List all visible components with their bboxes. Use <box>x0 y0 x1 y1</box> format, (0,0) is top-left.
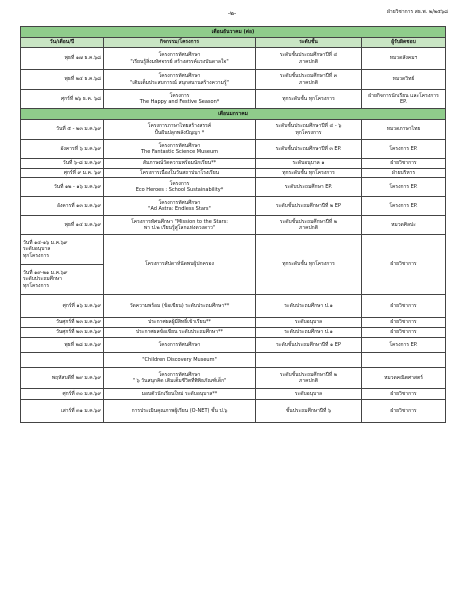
row-level: ระดับอนุบาล <box>256 389 362 400</box>
row-activity: โครงการทัศนศึกษา "เรียนรู้สิ่งมหัศจรรย์ สร้างสรรค์แรงบันดาลใจ" <box>104 48 256 70</box>
row-responsible: ฝ่ายบริหาร <box>362 169 446 178</box>
row-responsible: ฝ่ายวิชาการ <box>362 235 446 295</box>
row-activity: โครงการภาษาไทยสร้างสรรค์ ปั้นฝันปลุกพลังปัญญา * <box>104 120 256 140</box>
row-level: ระดับชั้นประถมศึกษาปีที่ ๓ EP. <box>256 140 362 159</box>
row-activity: สัมภาษณ์วัดความพร้อมนักเรียน** <box>104 159 256 169</box>
month-header-december: เดือนธันวาคม (ต่อ) <box>21 27 446 38</box>
row-date: ศุกร์ที่ ๒๖ ธ.ค. ๖๘ <box>21 90 104 109</box>
row-responsible: โครงการ EP. <box>362 140 446 159</box>
header-date: วัน/เดือน/ปี <box>21 38 104 48</box>
row-date: พุธที่ ๒๔ ธ.ค.๖๘ <box>21 70 104 90</box>
table-row <box>21 389 446 400</box>
table-row <box>21 368 446 389</box>
row-date: วันที่ ๑๒ - ๑๖ ม.ค.๖๙ <box>21 178 104 197</box>
schedule-table <box>20 26 446 423</box>
row-level: ระดับชั้นประถมศึกษาปีที่ ๔ ภาคปกติ <box>256 48 362 70</box>
row-responsible: หมวดสังคมฯ <box>362 48 446 70</box>
row-level <box>256 353 362 368</box>
row-level: ระดับชั้นประถมศึกษาปีที่ ๑ EP <box>256 338 362 353</box>
row-date: อังคารที่ ๑๓ ม.ค.๖๙ <box>21 197 104 216</box>
row-level: ระดับชั้นประถมศึกษาปีที่ ๒ ภาคปกติ <box>256 368 362 389</box>
row-responsible <box>362 353 446 368</box>
row-activity: โครงการ Eco Heroes : School Sustainability* <box>104 178 256 197</box>
row-responsible: ฝ่ายกิจการนักเรียน และโครงการ EP. <box>362 90 446 109</box>
row-responsible: หมวดศิลปะ <box>362 216 446 235</box>
row-date: ศุกร์ที่ ๑๖ ม.ค.๖๙ <box>21 295 104 318</box>
row-date: วันที่ ๖-๘ ม.ค.๖๙ <box>21 159 104 169</box>
row-responsible: ฝ่ายวิชาการ <box>362 295 446 318</box>
row-activity: โครงการทัศนศึกษา " ๖ วันสนุกคิด เติมเต็มชีวิตที่พิพิธภัณฑ์เด็ก" <box>104 368 256 389</box>
row-responsible: โครงการ EP. <box>362 178 446 197</box>
row-level: ระดับอนุบาล <box>256 318 362 328</box>
row-date: พุธที่ ๑๗ ธ.ค.๖๘ <box>21 48 104 70</box>
table-row <box>21 328 446 338</box>
row-level: ระดับประถมศึกษา EP. <box>256 178 362 197</box>
row-level: ทุกระดับชั้น ทุกโครงการ <box>256 235 362 295</box>
row-responsible: ฝ่ายวิชาการ <box>362 400 446 423</box>
header-responsible: ผู้รับผิดชอบ <box>362 38 446 48</box>
row-responsible: หมวดคณิตศาสตร์ <box>362 368 446 389</box>
table-row <box>21 178 446 197</box>
row-level: ชั้นประถมศึกษาปีที่ ๖ <box>256 400 362 423</box>
row-level: ทุกระดับชั้น ทุกโครงการ <box>256 169 362 178</box>
row-level: ระดับชั้นประถมศึกษาปีที่ ๒ ภาคปกติ <box>256 216 362 235</box>
row-date: วันศุกร์ที่ ๒๓ ม.ค.๖๙ <box>21 328 104 338</box>
header-activity: กิจกรรม/โครงการ <box>104 38 256 48</box>
row-level: ระดับอนุบาล ๑ <box>256 159 362 169</box>
table-row <box>21 400 446 423</box>
row-activity: โครงการทัศนศึกษา "เติมเต็มประสบการณ์ สนุกสนานสร้างความรู้" <box>104 70 256 90</box>
page-number: -๒- <box>227 10 237 17</box>
table-row <box>21 70 446 90</box>
row-date: วันที่ ๑๔-๑๖ ม.ค.๖๙ ระดับอนุบาล ทุกโครงการ <box>21 235 104 265</box>
row-responsible: หมวดภาษาไทย <box>362 120 446 140</box>
row-level: ระดับประถมศึกษา ป.๑ <box>256 295 362 318</box>
table-row <box>21 140 446 159</box>
row-responsible: ฝ่ายวิชาการ <box>362 389 446 400</box>
row-activity: มอบตัวนักเรียนใหม่ ระดับอนุบาล** <box>104 389 256 400</box>
row-activity: โครงการสัปดาห์นัดพบผู้ปกครอง <box>104 235 256 295</box>
row-level: ทุกระดับชั้น ทุกโครงการ <box>256 90 362 109</box>
row-responsible: โครงการ EP. <box>362 338 446 353</box>
row-responsible: ฝ่ายวิชาการ <box>362 328 446 338</box>
row-responsible: หมวดวิทย์ <box>362 70 446 90</box>
row-activity: โครงการทัศนศึกษา The Fantastic Science Museum <box>104 140 256 159</box>
row-level: ระดับชั้นประถมศึกษาปีที่ ๒ EP <box>256 197 362 216</box>
table-row <box>21 295 446 318</box>
row-activity: โครงการ The Happy and Festive Season* <box>104 90 256 109</box>
row-activity: โครงการเนื่องในวันสถาปนาโรงเรียน <box>104 169 256 178</box>
table-row <box>21 48 446 70</box>
row-level: ระดับประถมศึกษา ป.๑ <box>256 328 362 338</box>
row-level: ระดับชั้นประถมศึกษาปีที่ ๔ - ๖ ทุกโครงการ <box>256 120 362 140</box>
row-activity: ประกาศผลข้อเขียน ระดับประถมศึกษา** <box>104 328 256 338</box>
row-date: ศุกร์ที่ ๙ ม.ค. ๖๙ <box>21 169 104 178</box>
row-activity: วัดความพร้อม (ข้อเขียน) ระดับประถมศึกษา** <box>104 295 256 318</box>
header-level: ระดับชั้น <box>256 38 362 48</box>
row-date: พุธที่ ๒๘ ม.ค.๖๙ <box>21 338 104 353</box>
row-activity: โครงการทัศนศึกษา <box>104 338 256 353</box>
table-row <box>21 353 446 368</box>
table-row <box>21 120 446 140</box>
row-activity: โครงการทัศนศึกษา "Mission to the Stars: พา ป.๒ เรียนรู้สู่โลกแห่งดวงดาว" <box>104 216 256 235</box>
row-date: วันที่ ๕ - ๒๓ ม.ค.๖๙ <box>21 120 104 140</box>
table-row <box>21 318 446 328</box>
row-responsible: ฝ่ายวิชาการ <box>362 159 446 169</box>
table-row <box>21 90 446 109</box>
table-row <box>21 338 446 353</box>
row-date <box>21 353 104 368</box>
row-date: วันศุกร์ที่ ๒๓ ม.ค.๖๙ <box>21 318 104 328</box>
row-responsible: ฝ่ายวิชาการ <box>362 318 446 328</box>
row-date: พฤหัสบดีที่ ๒๙ ม.ค.๖๙ <box>21 368 104 389</box>
row-activity: "Children Discovery Museum" <box>104 353 256 368</box>
table-row <box>21 159 446 169</box>
month-header-january: เดือนมกราคม <box>21 109 446 120</box>
row-date: พุธที่ ๑๔ ม.ค.๖๙ <box>21 216 104 235</box>
row-responsible: โครงการ EP. <box>362 197 446 216</box>
row-level: ระดับชั้นประถมศึกษาปีที่ ๓ ภาคปกติ <box>256 70 362 90</box>
table-row <box>21 216 446 235</box>
row-activity: การประเมินคุณภาพผู้เรียน (O-NET) ชั้น ป.๖ <box>104 400 256 423</box>
table-row <box>21 169 446 178</box>
table-row <box>21 235 446 265</box>
row-date: อังคารที่ ๖ ม.ค.๖๙ <box>21 140 104 159</box>
row-activity: ประกาศผลผู้มีสิทธิ์เข้าเรียน** <box>104 318 256 328</box>
row-date: วันที่ ๑๙-๒๑ ม.ค.๖๙ ระดับประถมศึกษา ทุกโครงการ <box>21 265 104 295</box>
column-headers <box>21 38 446 48</box>
row-activity: โครงการทัศนศึกษา "Ad Astra: Endless Stars" <box>104 197 256 216</box>
document-reference: ฝ่ายวิชาการ สธ.พ. ๒/๒๕๖๘ <box>386 9 448 15</box>
table-row <box>21 197 446 216</box>
row-date: ศุกร์ที่ ๓๐ ม.ค.๖๙ <box>21 389 104 400</box>
row-date: เสาร์ที่ ๓๑ ม.ค.๖๙ <box>21 400 104 423</box>
